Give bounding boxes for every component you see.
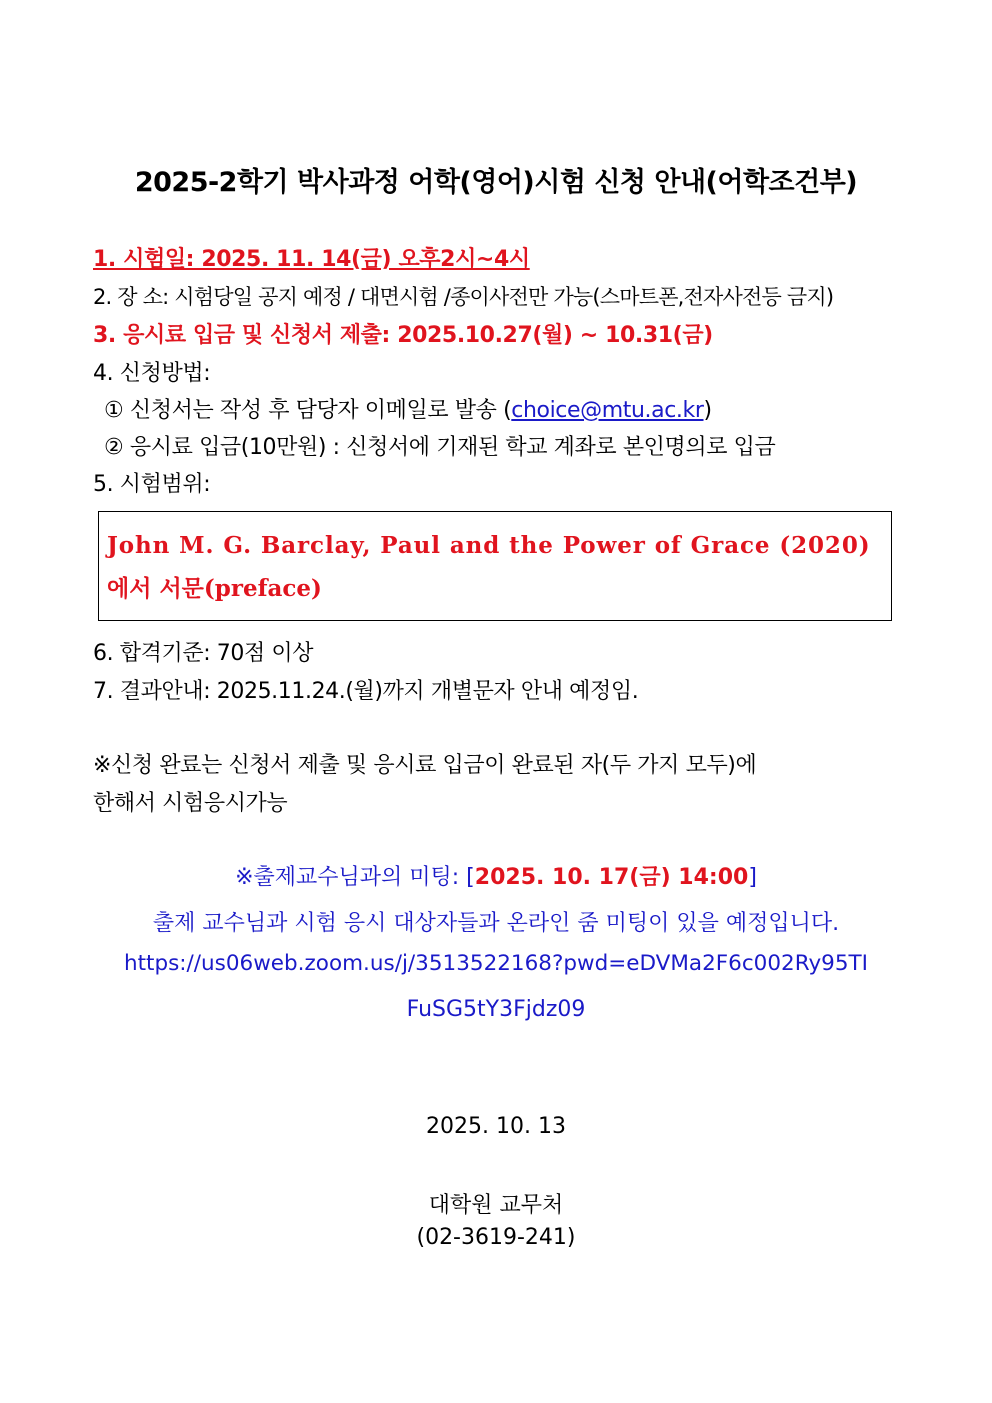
scope-section: 에서 서문(preface) xyxy=(107,575,322,602)
meeting-line xyxy=(0,860,992,891)
meeting-close: ] xyxy=(748,865,757,890)
meeting-label: ※출제교수님과의 미팅: [ xyxy=(235,865,475,890)
payment-line: 3. 응시료 입금 및 신청서 제출: 2025.10.27(월) ~ 10.31(금) xyxy=(93,323,713,348)
scope-box xyxy=(98,511,892,621)
meeting-description: 출제 교수님과 시험 응시 대상자들과 온라인 줌 미팅이 있을 예정입니다. xyxy=(152,911,840,936)
note-line-1: ※신청 완료는 신청서 제출 및 응시료 입금이 완료된 자(두 가지 모두)에 xyxy=(93,753,757,778)
place-line: 2. 장 소: 시험당일 공지 예정 / 대면시험 /종이사전만 가능(스마트폰,전자사전등 금지) xyxy=(93,285,834,309)
method-item-2: ② 응시료 입금(10만원) : 신청서에 기재된 학교 계좌로 본인명의로 입금 xyxy=(104,435,776,460)
pass-criteria: 6. 합격기준: 70점 이상 xyxy=(93,641,314,666)
email-link[interactable]: choice@mtu.ac.kr xyxy=(511,398,704,423)
method-item-1-text: ① 신청서는 작성 후 담당자 이메일로 발송 ( xyxy=(104,398,512,423)
scope-title: 5. 시험범위: xyxy=(93,472,211,497)
method-item-1 xyxy=(104,393,712,424)
zoom-link-line-2[interactable]: FuSG5tY3Fjdz09 xyxy=(406,997,586,1022)
meeting-datetime: 2025. 10. 17(금) 14:00 xyxy=(474,865,749,890)
footer-office: 대학원 교무처 xyxy=(428,1193,564,1218)
zoom-link-line-1[interactable]: https://us06web.zoom.us/j/3513522168?pwd=eDVMa2F6c002Ry95TI xyxy=(123,951,869,976)
footer-phone: (02-3619-241) xyxy=(416,1225,576,1250)
result-notice: 7. 결과안내: 2025.11.24.(월)까지 개별문자 안내 예정임. xyxy=(93,679,639,704)
method-title: 4. 신청방법: xyxy=(93,361,211,386)
footer-date: 2025. 10. 13 xyxy=(426,1114,566,1139)
method-item-1-close: ) xyxy=(703,398,712,423)
note-line-2: 한해서 시험응시가능 xyxy=(93,791,288,816)
exam-date-line: 1. 시험일: 2025. 11. 14(금) 오후2시~4시 xyxy=(93,247,530,272)
page-title: 2025-2학기 박사과정 어학(영어)시험 신청 안내(어학조건부) xyxy=(134,167,858,198)
scope-book-title: John M. G. Barclay, Paul and the Power of Grace (2020) xyxy=(107,532,871,559)
